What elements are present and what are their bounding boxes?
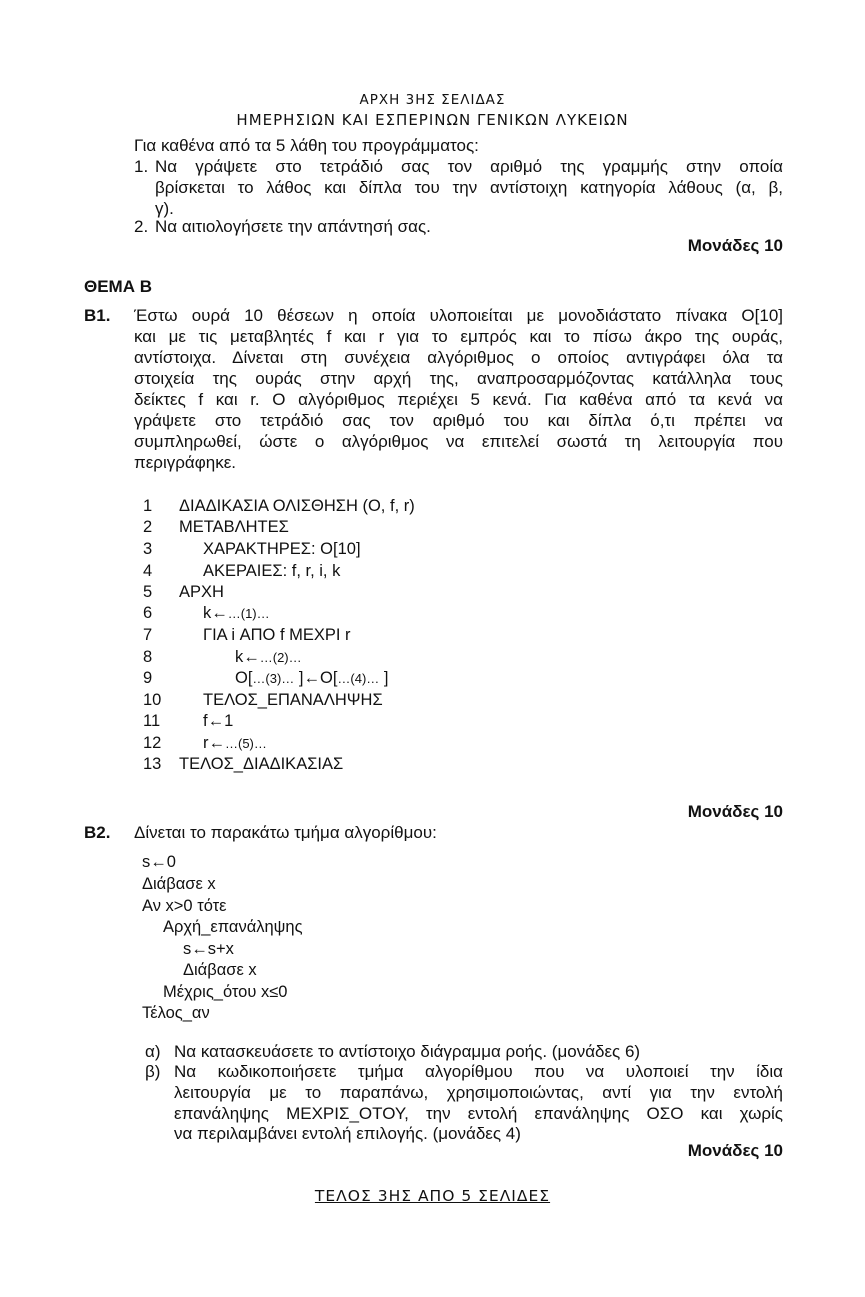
code-line-number: 3 [143,540,153,558]
code-text: O[ [235,669,253,687]
code-blank: …(4)… [337,671,380,686]
b1-paragraph-line: περιγράφηκε. [134,453,237,472]
code-blank: …(1)… [227,606,270,621]
code-line: ΧΑΡΑΚΤΗΡΕΣ: Ο[10] [203,540,361,558]
code-text: ]←O[ [294,669,338,687]
code-line-number: 12 [143,734,162,752]
page-header-line1: ΑΡΧΗ 3ΗΣ ΣΕΛΙΔΑΣ [359,92,506,108]
intro-item-line: Να γράψετε στο τετράδιό σας τον αριθμό της γραμμής στην οποία [155,157,783,176]
question-label-b2: Β2. [84,823,111,842]
code-line: Διάβασε x [142,875,216,893]
code-line-number: 5 [143,583,153,601]
b1-paragraph-line: συμπληρωθεί, ώστε ο αλγόριθμος να επιτελεί σωστά τη λειτουργία που [134,432,783,451]
marks-label: Μονάδες 10 [687,1141,783,1160]
page-footer: ΤΕΛΟΣ 3ΗΣ ΑΠΟ 5 ΣΕΛΙΔΕΣ [314,1187,551,1205]
question-sub-line: Να κωδικοποιήσετε τμήμα αλγορίθμου που να υλοποιεί την ίδια [174,1062,783,1081]
code-blank: …(5)… [225,736,267,751]
code-line: ΓΙΑ i ΑΠΟ f ΜΕΧΡΙ r [203,626,351,644]
code-line: Αρχή_επανάληψης [163,918,303,936]
intro-item-number: 1. [134,157,149,176]
code-line [203,734,267,753]
marks-label: Μονάδες 10 [687,236,783,255]
code-line [235,648,302,667]
code-line-number: 6 [143,604,153,622]
code-line: Διάβασε x [183,961,257,979]
code-line: ΤΕΛΟΣ_ΔΙΑΔΙΚΑΣΙΑΣ [179,755,344,773]
page-header-line2: ΗΜΕΡΗΣΙΩΝ ΚΑΙ ΕΣΠΕΡΙΝΩΝ ΓΕΝΙΚΩΝ ΛΥΚΕΙΩΝ [236,111,629,129]
code-line-number: 10 [143,691,162,709]
code-line [235,669,388,688]
b1-paragraph-line: Έστω ουρά 10 θέσεων η οποία υλοποιείται με μονοδιάστατο πίνακα Ο[10] [134,306,783,325]
code-line: s←s+x [183,940,234,958]
code-line: Αν x>0 τότε [142,897,227,915]
code-line-number: 8 [143,648,153,666]
b1-paragraph-line: στοιχεία της ουράς στην αρχή της, αναπροσαρμόζοντας κατάλληλα τους [134,369,783,388]
code-line: s←0 [142,853,176,871]
b2-lead: Δίνεται το παρακάτω τμήμα αλγορίθμου: [134,823,437,842]
section-title: ΘΕΜΑ Β [84,277,152,296]
code-line-number: 4 [143,562,153,580]
code-line-number: 13 [143,755,162,773]
question-label-b1: Β1. [84,306,111,325]
marks-label: Μονάδες 10 [687,802,783,821]
code-line: ΜΕΤΑΒΛΗΤΕΣ [179,518,289,536]
code-blank: …(2)… [259,650,302,665]
code-line [203,604,270,623]
code-line: Μέχρις_ότου x≤0 [163,983,288,1001]
code-line-number: 9 [143,669,153,687]
b1-paragraph-line: γράψετε στο τετράδιό σας τον αριθμό του και δίπλα ό,τι πρέπει να [134,411,783,430]
intro-lead: Για καθένα από τα 5 λάθη του προγράμματος: [134,136,479,155]
code-line: Τέλος_αν [142,1004,210,1022]
question-sub-line: επανάληψης ΜΕΧΡΙΣ_ΟΤΟΥ, την εντολή επανάληψης ΟΣΟ και χωρίς [174,1104,783,1123]
b1-paragraph-line: και με τις μεταβλητές f και r για το εμπρός και το πίσω άκρο της ουράς, [134,327,783,346]
code-line-number: 1 [143,497,153,515]
code-line-number: 7 [143,626,153,644]
code-line: ΔΙΑΔΙΚΑΣΙΑ ΟΛΙΣΘΗΣΗ (Ο, f, r) [179,497,415,515]
b1-paragraph-line: αντίστοιχα. Δίνεται στη συνέχεια αλγόριθμος ο οποίος αντιγράφει όλα τα [134,348,783,367]
code-text: ] [379,669,389,687]
code-line: ΑΚΕΡΑΙΕΣ: f, r, i, k [203,562,341,580]
code-line: ΑΡΧΗ [179,583,224,601]
b1-paragraph-line: δείκτες f και r. Ο αλγόριθμος περιέχει 5 κενά. Για καθένα από τα κενά να [134,390,783,409]
question-sub-line: να περιλαμβάνει εντολή επιλογής. (μονάδες 4) [174,1124,521,1143]
question-sub-line: λειτουργία με το παραπάνω, χρησιμοποιώντας, αντί για την εντολή [174,1083,783,1102]
question-sub-label: α) [145,1042,161,1061]
code-blank: …(3)… [252,671,295,686]
intro-item-line: γ). [155,199,174,218]
code-line-number: 2 [143,518,153,536]
question-sub-label: β) [145,1062,161,1081]
intro-item-number: 2. [134,217,149,236]
intro-item-line: Να αιτιολογήσετε την απάντησή σας. [155,217,431,236]
code-text: k← [203,604,228,622]
intro-item-line: βρίσκεται το λάθος και δίπλα του την αντίστοιχη κατηγορία λάθους (α, β, [155,178,783,197]
code-text: k← [235,648,260,666]
code-line: ΤΕΛΟΣ_ΕΠΑΝΑΛΗΨΗΣ [203,691,383,709]
code-line: f←1 [203,712,234,730]
question-sub-line: Να κατασκευάσετε το αντίστοιχο διάγραμμα ροής. (μονάδες 6) [174,1042,641,1061]
code-text: r← [203,734,225,752]
code-line-number: 11 [143,712,161,730]
